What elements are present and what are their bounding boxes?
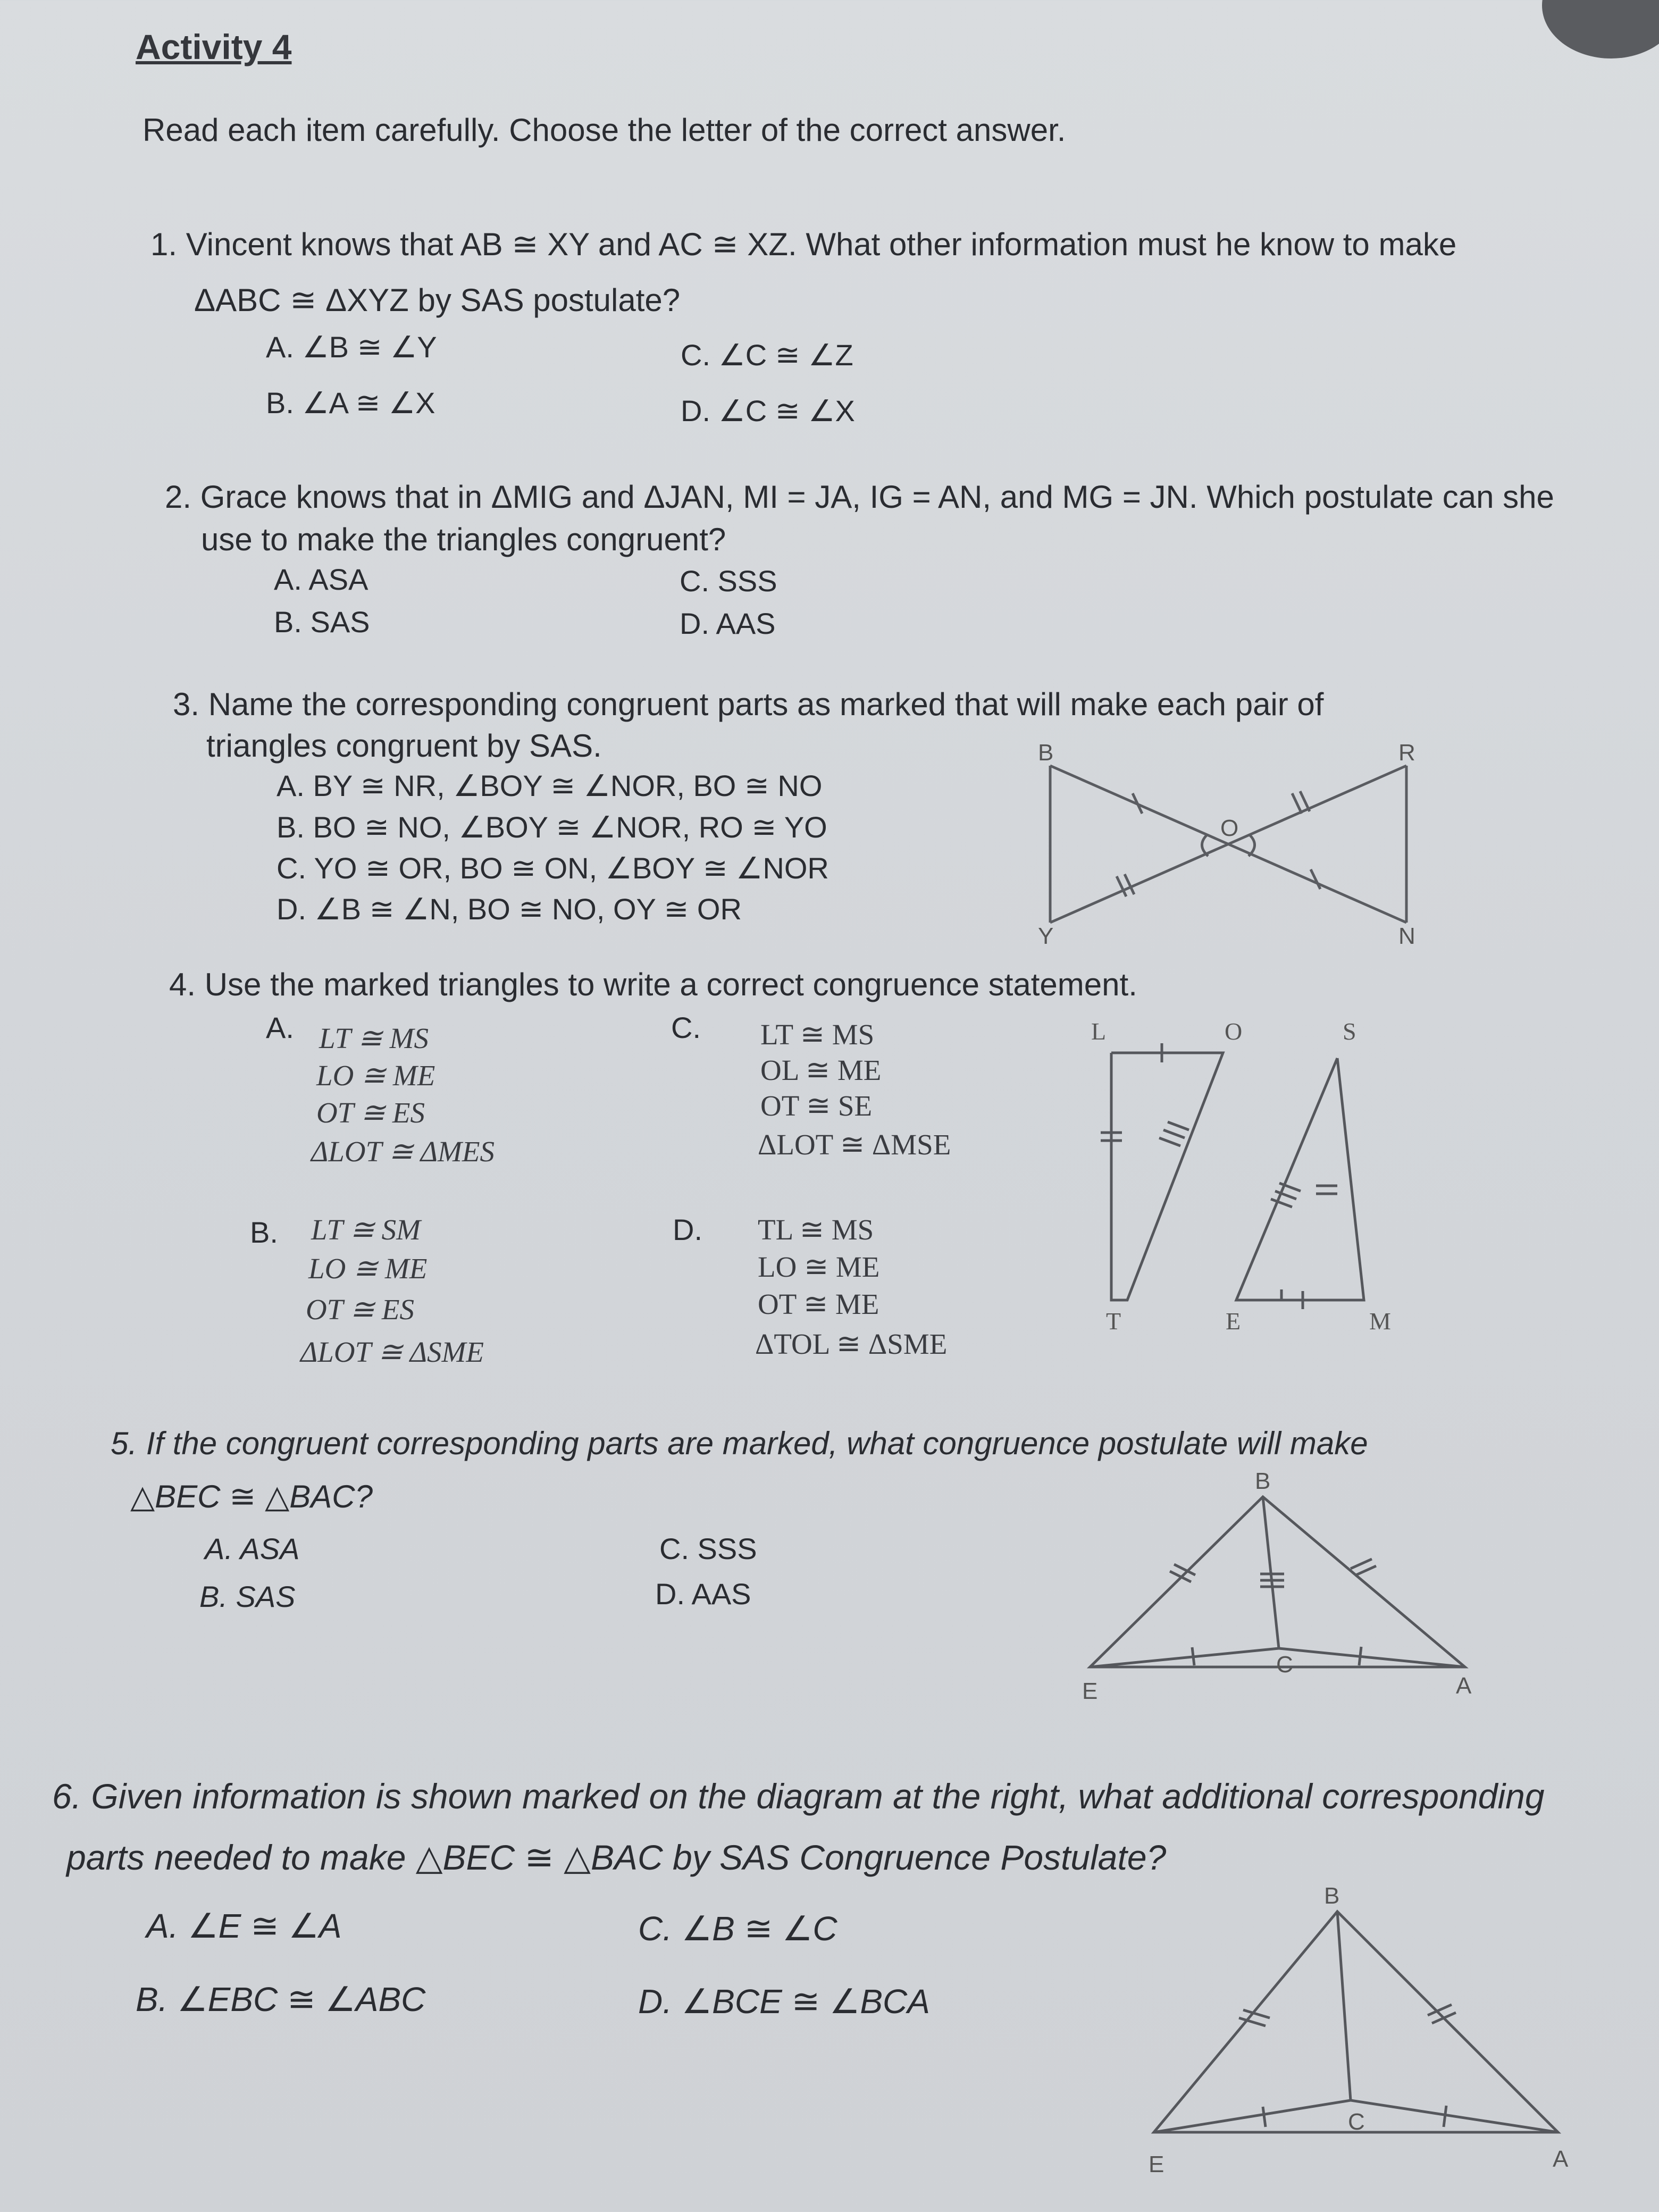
q4-label-t: T: [1106, 1308, 1121, 1335]
q3-label-o: O: [1220, 815, 1239, 841]
q4-option-d-line1: TL ≅ MS: [758, 1213, 874, 1246]
q3-bowtie-diagram: [1026, 740, 1430, 949]
q3-line1: 3. Name the corresponding congruent parts as marked that will make each pair of: [173, 686, 1324, 722]
q5-label-a: A: [1456, 1673, 1472, 1699]
q6-option-c[interactable]: C. ∠B ≅ ∠C: [638, 1909, 837, 1948]
q4-label-s: S: [1343, 1018, 1356, 1045]
q4-option-a-letter[interactable]: A.: [266, 1011, 294, 1044]
q6-triangle-diagram: [1138, 1882, 1585, 2201]
q3-option-a[interactable]: A. BY ≅ NR, ∠BOY ≅ ∠NOR, BO ≅ NO: [276, 769, 823, 802]
q3-option-d[interactable]: D. ∠B ≅ ∠N, BO ≅ NO, OY ≅ OR: [276, 892, 742, 926]
q4-option-c-line4: ΔLOT ≅ ΔMSE: [758, 1128, 951, 1161]
q5-label-e: E: [1082, 1678, 1098, 1704]
q1-line1: 1. Vincent knows that AB ≅ XY and AC ≅ XZ. What other information must he know to make: [150, 227, 1457, 262]
q4-option-c-line3: OT ≅ SE: [760, 1090, 873, 1122]
corner-object: [1542, 0, 1659, 58]
q1-option-b[interactable]: B. ∠A ≅ ∠X: [266, 386, 435, 420]
q2-option-a[interactable]: A. ASA: [274, 563, 368, 596]
q4-option-a-line2: LO ≅ ME: [316, 1059, 435, 1092]
q2-line1: 2. Grace knows that in ΔMIG and ΔJAN, MI = JA, IG = AN, and MG = JN. Which postulate can she: [165, 479, 1554, 515]
q6-line2: parts needed to make △BEC ≅ △BAC by SAS Congruence Postulate?: [66, 1838, 1167, 1877]
q4-option-d-line3: OT ≅ ME: [758, 1288, 879, 1320]
q3-label-y: Y: [1038, 923, 1054, 949]
q6-label-c: C: [1348, 2109, 1365, 2135]
q2-line2: use to make the triangles congruent?: [201, 522, 726, 557]
q4-option-a-line1: LT ≅ MS: [319, 1022, 429, 1054]
q4-label-o: O: [1225, 1018, 1243, 1045]
q4-option-c-line1: LT ≅ MS: [760, 1018, 875, 1051]
q2-option-b[interactable]: B. SAS: [274, 605, 370, 639]
q3-option-b[interactable]: B. BO ≅ NO, ∠BOY ≅ ∠NOR, RO ≅ YO: [276, 810, 827, 844]
q4-option-c-letter[interactable]: C.: [671, 1011, 701, 1044]
q2-option-d[interactable]: D. AAS: [680, 607, 776, 640]
q6-option-b[interactable]: B. ∠EBC ≅ ∠ABC: [136, 1980, 426, 2018]
q4-option-d-letter[interactable]: D.: [673, 1213, 702, 1246]
q1-line2: ΔABC ≅ ΔXYZ by SAS postulate?: [194, 282, 681, 318]
q4-option-a-line4: ΔLOT ≅ ΔMES: [311, 1135, 495, 1168]
q4-option-b-letter[interactable]: B.: [250, 1216, 278, 1249]
q5-option-d[interactable]: D. AAS: [655, 1577, 751, 1611]
q4-option-b-line1: LT ≅ SM: [311, 1213, 421, 1246]
q4-option-d-line2: LO ≅ ME: [758, 1251, 880, 1283]
q5-label-c: C: [1276, 1652, 1293, 1678]
q3-label-r: R: [1398, 740, 1415, 766]
q4-line1: 4. Use the marked triangles to write a correct congruence statement.: [169, 967, 1137, 1002]
q2-option-c[interactable]: C. SSS: [680, 564, 777, 598]
q4-option-c-line2: OL ≅ ME: [760, 1054, 882, 1086]
q6-label-e: E: [1149, 2151, 1164, 2177]
q3-option-c[interactable]: C. YO ≅ OR, BO ≅ ON, ∠BOY ≅ ∠NOR: [276, 851, 829, 885]
q1-option-d[interactable]: D. ∠C ≅ ∠X: [681, 394, 855, 428]
q4-option-b-line2: LO ≅ ME: [308, 1252, 428, 1285]
q4-option-d-line4: ΔTOL ≅ ΔSME: [755, 1328, 948, 1360]
q4-label-e: E: [1226, 1308, 1241, 1335]
q1-option-a[interactable]: A. ∠B ≅ ∠Y: [266, 330, 437, 364]
q1-option-c[interactable]: C. ∠C ≅ ∠Z: [681, 338, 853, 372]
q4-triangles-diagram: [1074, 1010, 1446, 1351]
q5-triangle-diagram: [1074, 1468, 1499, 1707]
q4-option-b-line3: OT ≅ ES: [306, 1293, 414, 1326]
q3-line2: triangles congruent by SAS.: [206, 728, 602, 764]
q6-label-a: A: [1553, 2146, 1569, 2172]
instructions: Read each item carefully. Choose the letter of the correct answer.: [143, 112, 1066, 148]
q4-label-l: L: [1091, 1018, 1107, 1045]
q3-label-n: N: [1398, 923, 1415, 949]
q5-option-b[interactable]: B. SAS: [199, 1580, 296, 1613]
q6-option-a[interactable]: A. ∠E ≅ ∠A: [146, 1907, 342, 1945]
q4-option-b-line4: ΔLOT ≅ ΔSME: [300, 1336, 484, 1368]
q4-option-a-line3: OT ≅ ES: [316, 1096, 425, 1129]
q5-line1: 5. If the congruent corresponding parts are marked, what congruence postulate will make: [111, 1426, 1368, 1461]
q4-label-m: M: [1369, 1308, 1391, 1335]
q5-option-a[interactable]: A. ASA: [205, 1532, 300, 1565]
q6-line1: 6. Given information is shown marked on the diagram at the right, what additional corresponding: [52, 1777, 1545, 1816]
q6-option-d[interactable]: D. ∠BCE ≅ ∠BCA: [638, 1982, 930, 2021]
q5-label-b: B: [1255, 1468, 1271, 1494]
q3-label-b: B: [1038, 740, 1054, 766]
q5-line2: △BEC ≅ △BAC?: [130, 1479, 373, 1514]
q6-label-b: B: [1324, 1883, 1340, 1909]
q5-option-c[interactable]: C. SSS: [659, 1532, 757, 1565]
page-title: Activity 4: [136, 27, 292, 66]
